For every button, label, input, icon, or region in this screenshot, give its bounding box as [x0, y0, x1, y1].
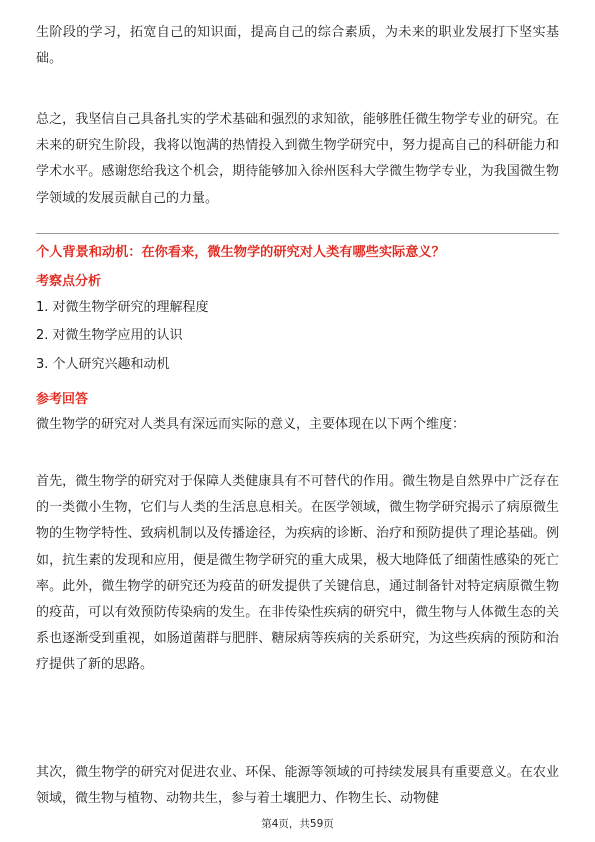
conclusion-paragraph: 总之，我坚信自己具备扎实的学术基础和强烈的求知欲，能够胜任微生物学专业的研究。在未来的研究生阶段，我将以饱满的热情投入到微生物学研究中，努力提高自己的科研能力和学术水平。感谢您给我这个机会，期待能够加入徐州医科大学微生物学专业，为我国微生物学领域的发展贡献自己的力量。 — [36, 112, 559, 206]
analysis-item: 3. 个人研究兴趣和动机 — [36, 357, 170, 372]
question-heading: 个人背景和动机：在你看来，微生物学的研究对人类有哪些实际意义？ — [36, 245, 445, 260]
answer-intro: 微生物学的研究对人类具有深远而实际的意义，主要体现在以下两个维度： — [36, 417, 466, 432]
section-divider — [36, 233, 559, 234]
answer-paragraph-2: 其次，微生物学的研究对促进农业、环保、能源等领域的可持续发展具有重要意义。在农业领域，微生物与植物、动物共生，参与着土壤肥力、作物生长、动物健 — [36, 765, 559, 807]
page-number-footer: 第4页，共59页 — [261, 818, 334, 830]
analysis-item: 2. 对微生物学应用的认识 — [36, 328, 183, 343]
answer-heading: 参考回答 — [36, 392, 89, 407]
analysis-heading: 考察点分析 — [36, 274, 102, 289]
intro-tail-paragraph: 生阶段的学习，拓宽自己的知识面，提高自己的综合素质，为未来的职业发展打下坚实基础。 — [36, 25, 559, 67]
analysis-item: 1. 对微生物学研究的理解程度 — [36, 300, 209, 315]
answer-paragraph-1: 首先，微生物学的研究对于保障人类健康具有不可替代的作用。微生物是自然界中广泛存在的一类微小生物，它们与人类的生活息息相关。在医学领域，微生物学研究揭示了病原微生物的生物学特性、致病机制以及传播途径，为疾病的诊断、治疗和预防提供了理论基础。例如，抗生素的发现和应用，便是微生物学研究的重大成果，极大地降低了细菌性感染的死亡率。此外，微生物学的研究还为疫苗的研发提供了关键信息，通过制备针对特定病原微生物的疫苗，可以有效预防传染病的发生。在非传染性疾病的研究中，微生物与人体微生态的关系也逐渐受到重视，如肠道菌群与肥胖、糖尿病等疾病的关系研究，为这些疾病的预防和治疗提供了新的思路。 — [36, 474, 559, 673]
